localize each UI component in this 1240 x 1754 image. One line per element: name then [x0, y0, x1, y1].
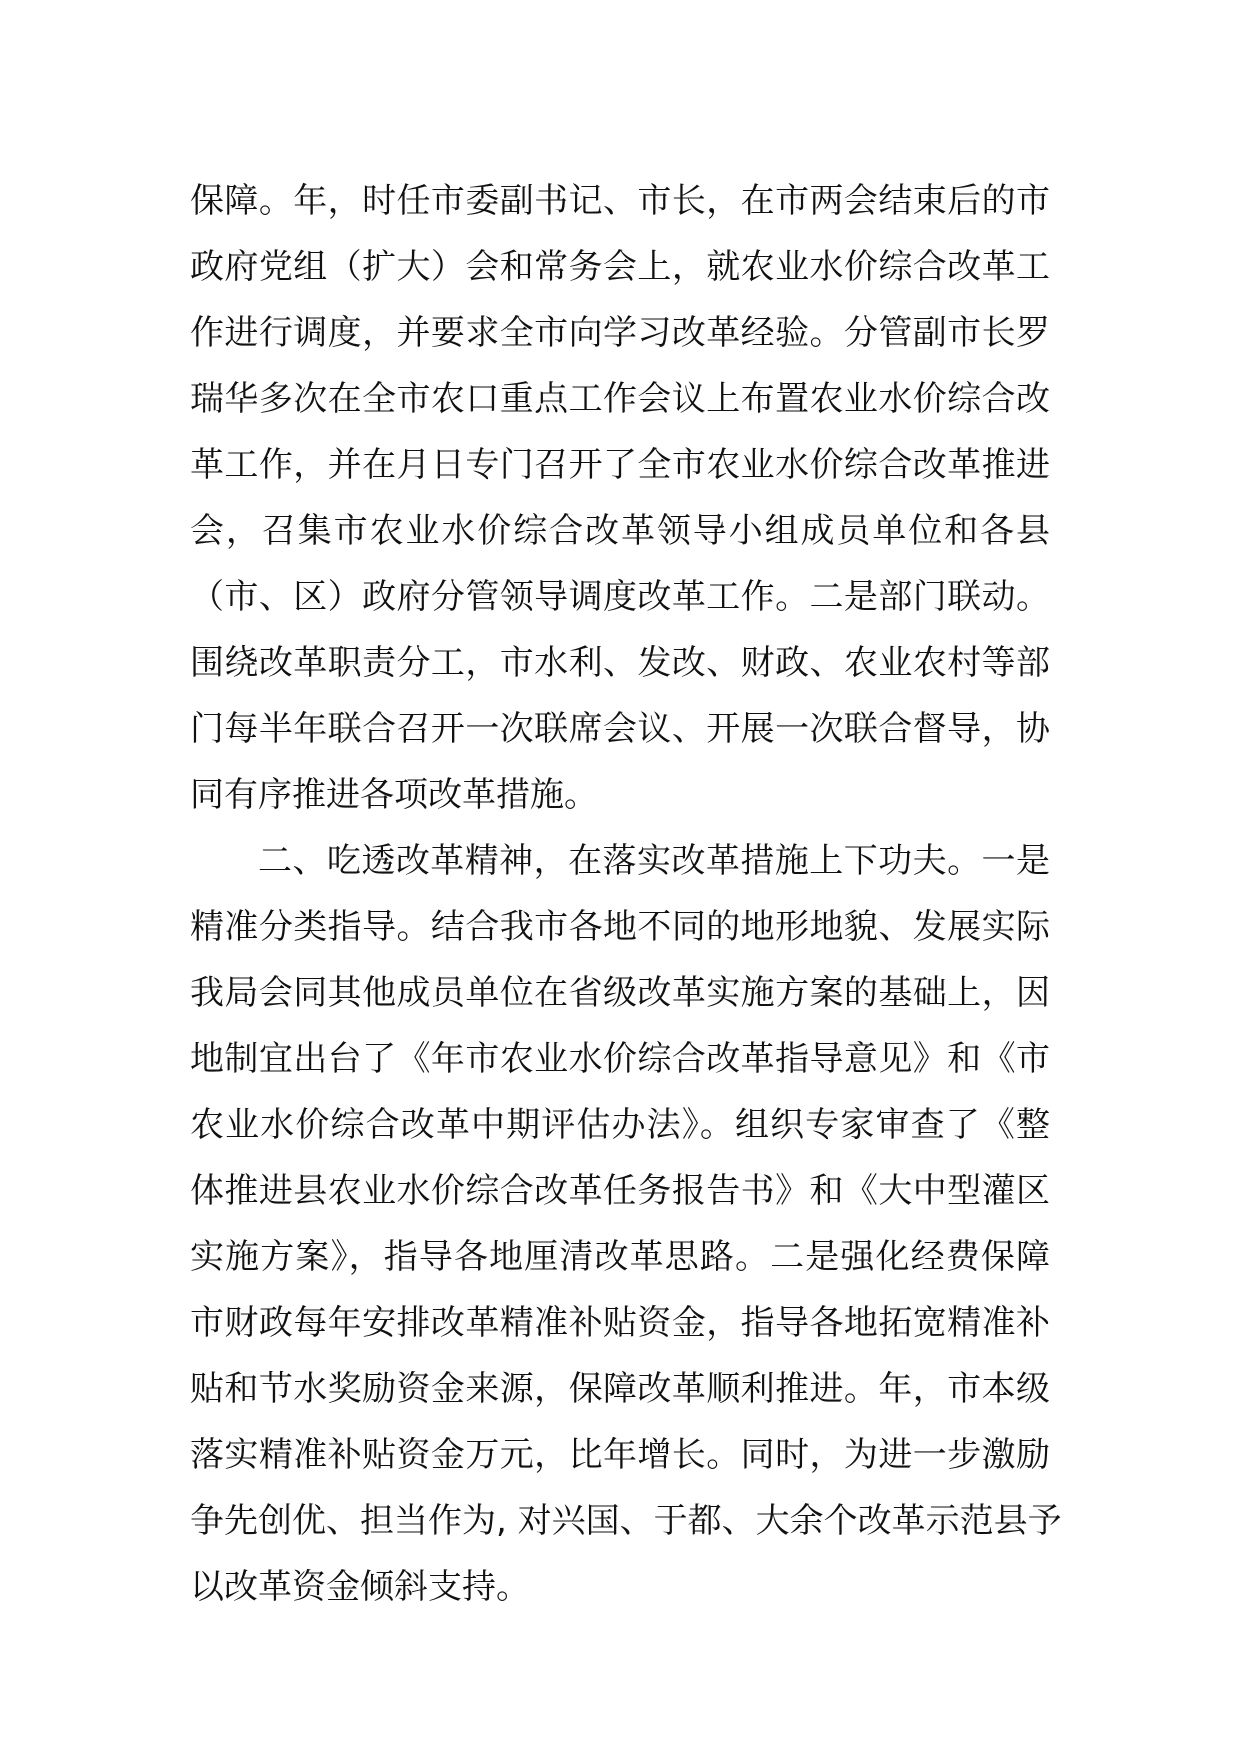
text-line: 二、吃透改革精神，在落实改革措施上下功夫。一是: [258, 841, 1050, 881]
text-line: 以改革资金倾斜支持。: [190, 1567, 530, 1607]
text-line: 瑞华多次在全市农口重点工作会议上布置农业水价综合改: [190, 379, 1050, 419]
text-line: 体推进县农业水价综合改革任务报告书》和《大中型灌区: [190, 1171, 1050, 1211]
text-line: 市财政每年安排改革精准补贴资金，指导各地拓宽精准补: [190, 1303, 1050, 1343]
text-line: 贴和节水奖励资金来源，保障改革顺利推进。年，市本级: [190, 1369, 1050, 1409]
text-line: 保障。年，时任市委副书记、市长，在市两会结束后的市: [190, 181, 1050, 221]
text-line: 革工作，并在月日专门召开了全市农业水价综合改革推进: [190, 445, 1050, 485]
text-line: 地制宜出台了《年市农业水价综合改革指导意见》和《市: [190, 1039, 1050, 1079]
text-line: 门每半年联合召开一次联席会议、开展一次联合督导，协: [190, 709, 1050, 749]
text-line: 农业水价综合改革中期评估办法》。组织专家审查了《整: [190, 1105, 1050, 1145]
text-line: 作进行调度，并要求全市向学习改革经验。分管副市长罗: [190, 313, 1050, 353]
text-line: 政府党组（扩大）会和常务会上，就农业水价综合改革工: [190, 247, 1050, 287]
text-line: 我局会同其他成员单位在省级改革实施方案的基础上，因: [190, 973, 1050, 1013]
paragraph-1: [190, 168, 1050, 828]
paragraph-2: [190, 828, 1062, 1620]
text-line: 落实精准补贴资金万元，比年增长。同时，为进一步激励: [190, 1435, 1050, 1475]
text-line: 争先创优、担当作为, 对兴国、于都、大余个改革示范县予: [190, 1501, 1062, 1541]
text-line: 会，召集市农业水价综合改革领导小组成员单位和各县: [190, 511, 1050, 551]
text-line: 同有序推进各项改革措施。: [190, 775, 598, 815]
text-line: 实施方案》，指导各地厘清改革思路。二是强化经费保障: [190, 1237, 1050, 1277]
document-body: [190, 168, 1062, 1620]
text-line: 精准分类指导。结合我市各地不同的地形地貌、发展实际: [190, 907, 1050, 947]
text-line: 围绕改革职责分工，市水利、发改、财政、农业农村等部: [190, 643, 1050, 683]
text-line: （市、区）政府分管领导调度改革工作。二是部门联动。: [190, 577, 1050, 617]
